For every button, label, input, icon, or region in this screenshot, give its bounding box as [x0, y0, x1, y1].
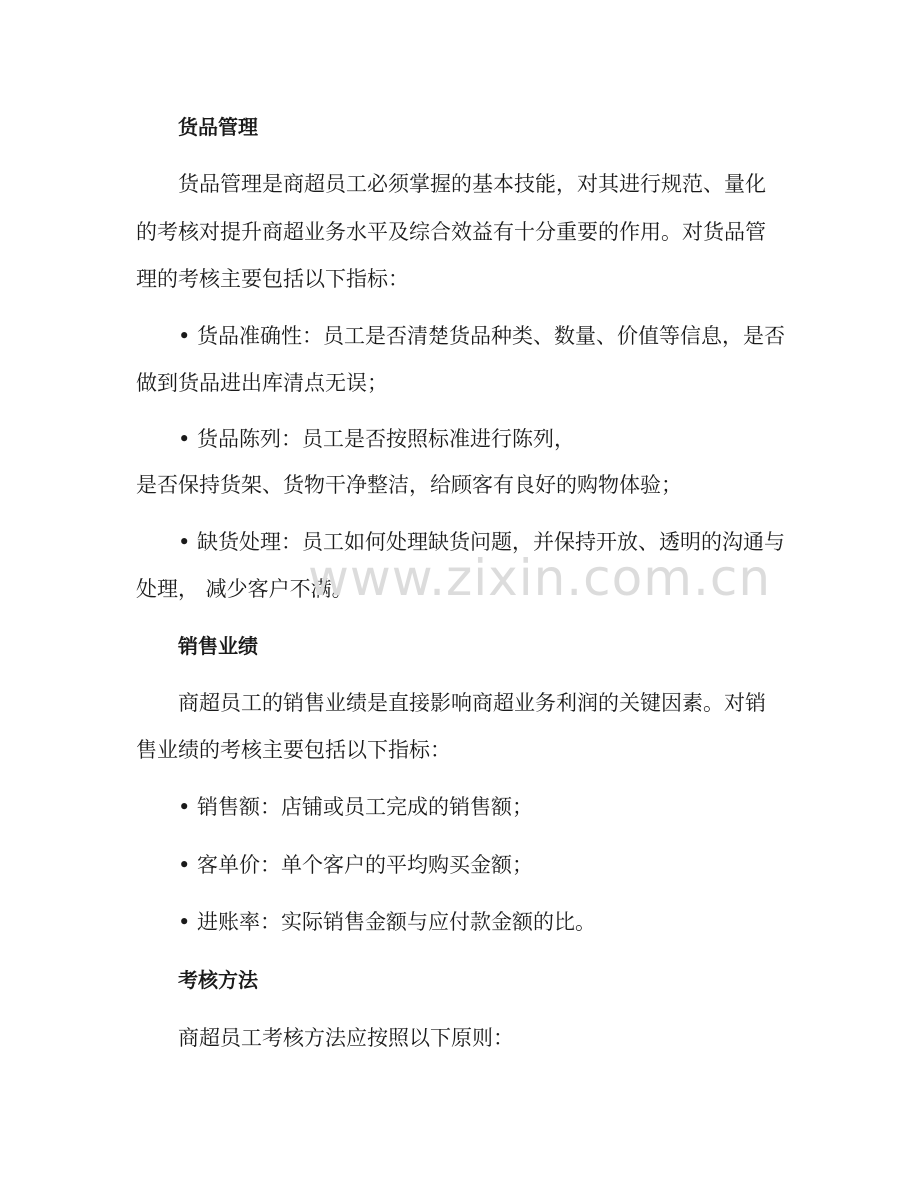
bullet-item-line: • 进账率：实际销售金额与应付款金额的比。: [178, 910, 597, 934]
paragraph-line: 售业绩的考核主要包括以下指标：: [136, 738, 451, 762]
bullet-item-line: • 货品陈列：员工是否按照标准进行陈列，: [178, 427, 576, 451]
paragraph-line: 理的考核主要包括以下指标：: [136, 267, 409, 291]
section-heading-assessment-methods: 考核方法: [178, 968, 258, 992]
bullet-item-line: • 销售额：店铺或员工完成的销售额；: [178, 795, 534, 819]
bullet-item-line: • 缺货处理：员工如何处理缺货问题，并保持开放、透明的沟通与: [178, 530, 786, 554]
paragraph-line: 商超员工的销售业绩是直接影响商超业务利润的关键因素。对销: [178, 691, 766, 715]
section-heading-goods-management: 货品管理: [178, 115, 258, 139]
bullet-item-line: 做到货品进出库清点无误；: [136, 371, 388, 395]
paragraph-line: 货品管理是商超员工必须掌握的基本技能，对其进行规范、量化: [178, 172, 766, 196]
bullet-item-line: 是否保持货架、货物干净整洁，给顾客有良好的购物体验；: [136, 473, 682, 497]
bullet-item-line: 处理， 减少客户不满。: [136, 577, 353, 601]
paragraph-line: 的考核对提升商超业务水平及综合效益有十分重要的作用。对货品管: [136, 220, 766, 244]
watermark-text: www.zixin.com.cn: [308, 549, 772, 607]
paragraph-line: 商超员工考核方法应按照以下原则：: [178, 1026, 514, 1050]
section-heading-sales-performance: 销售业绩: [178, 634, 258, 658]
bullet-item-line: • 客单价：单个客户的平均购买金额；: [178, 853, 534, 877]
bullet-item-line: • 货品准确性：员工是否清楚货品种类、数量、价值等信息，是否: [178, 324, 786, 348]
